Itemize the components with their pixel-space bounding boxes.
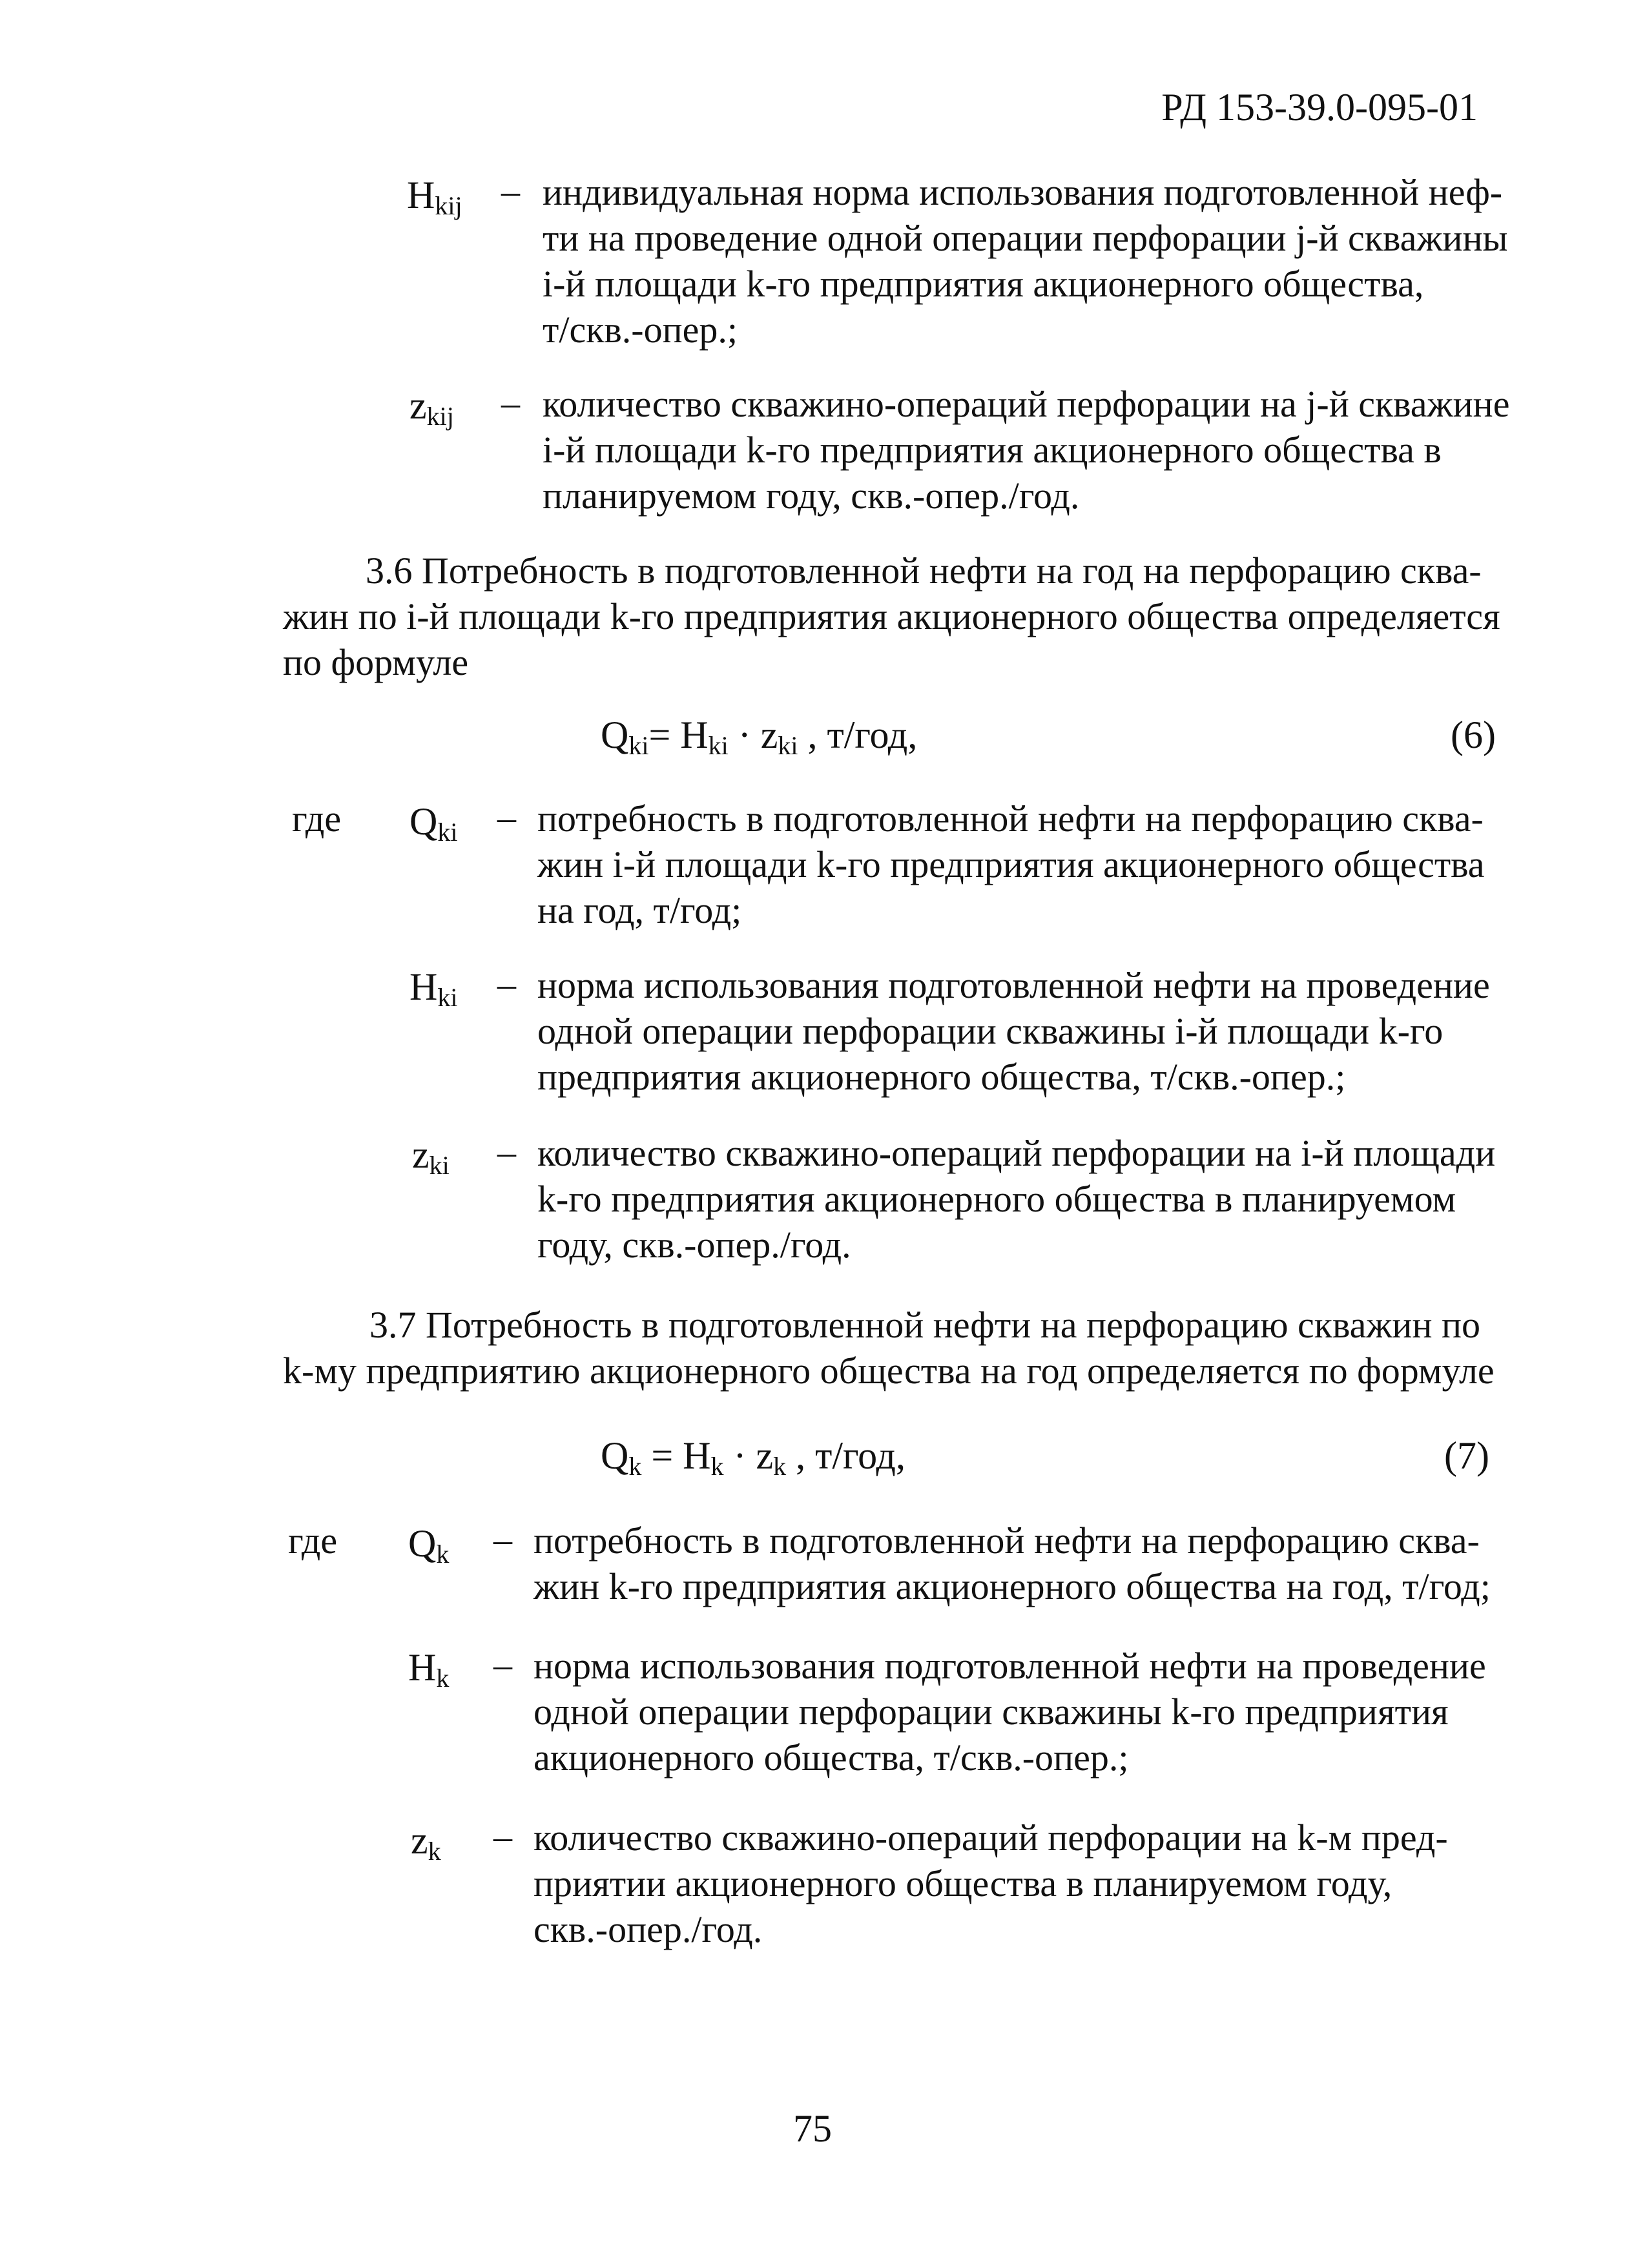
definition-line: k-го предприятия акционерного общества в планируемом (537, 1178, 1456, 1220)
definition-line: одной операции перфорации скважины i-й площади k-го (537, 1010, 1444, 1052)
symbol-z-k: $z_k$ (411, 1819, 441, 1866)
symbol-z-kij: $z_{kij}$ (409, 384, 454, 431)
document-code-header: РД 153-39.0-095-01 (1161, 86, 1478, 129)
section-3-7-paragraph (283, 1302, 1495, 1394)
definition-line: акционерного общества, т/скв.-опер.; (533, 1737, 1129, 1778)
definition-line: приятии акционерного общества в планируемом году, (533, 1862, 1392, 1904)
definition-q-ki-text (537, 796, 1485, 933)
equation-number-6: (6) (1451, 714, 1496, 756)
definition-line: жин i-й площади k-го предприятия акционерного общества (537, 843, 1485, 885)
equation-number-7: (7) (1444, 1434, 1489, 1477)
definition-line: индивидуальная норма использования подготовленной неф- (543, 171, 1503, 213)
definition-line: планируемом году, скв.-опер./год. (543, 475, 1080, 517)
paragraph-line: k-му предприятию акционерного общества на год определяется по формуле (283, 1350, 1495, 1392)
symbol-h-k: $H_k$ (408, 1646, 450, 1693)
definition-z-kij-text (543, 381, 1509, 519)
paragraph-line: жин по i-й площади k-го предприятия акционерного общества определяется (283, 595, 1500, 637)
definition-dash: – (493, 1518, 512, 1560)
definition-h-k-text (533, 1643, 1486, 1780)
definition-z-ki-text (537, 1130, 1495, 1268)
symbol-h-kij: $H_{kij}$ (407, 174, 462, 220)
definition-line: на год, т/год; (537, 889, 742, 931)
symbol-q-k: $Q_k$ (408, 1522, 450, 1569)
definition-h-kij-text (543, 169, 1507, 353)
formula-6: $Q_{ki}= H_{ki} \cdot z_{ki}$ , т/год, (601, 714, 918, 760)
definition-dash: – (501, 382, 520, 424)
definition-dash: – (497, 796, 516, 838)
definition-line: норма использования подготовленной нефти на проведение (533, 1645, 1486, 1687)
definition-line: количество скважино-операций перфорации на j-й скважине (543, 383, 1510, 425)
definition-line: количество скважино-операций перфорации на i-й площади (537, 1132, 1496, 1174)
definition-line: i-й площади k-го предприятия акционерного общества, (543, 263, 1424, 305)
paragraph-line: 3.6 Потребность в подготовленной нефти на год на перфорацию сква- (366, 550, 1482, 592)
definition-line: норма использования подготовленной нефти на проведение (537, 964, 1490, 1006)
symbol-q-ki: $Q_{ki}$ (409, 800, 458, 847)
definition-line: скв.-опер./год. (533, 1908, 763, 1950)
definition-dash: – (497, 1131, 516, 1173)
definition-line: ти на проведение одной операции перфорации j-й скважины (543, 217, 1508, 259)
definition-q-k-text (533, 1518, 1491, 1609)
definition-line: потребность в подготовленной нефти на перфорацию сква- (537, 798, 1484, 840)
definition-dash: – (501, 170, 520, 212)
section-3-6-paragraph (283, 548, 1500, 685)
definition-dash: – (493, 1815, 512, 1857)
page-number: 75 (793, 2107, 832, 2150)
where-label: где (288, 1520, 338, 1562)
definition-line: т/скв.-опер.; (543, 309, 738, 351)
definition-line: i-й площади k-го предприятия акционерного общества в (543, 429, 1442, 471)
paragraph-line: по формуле (283, 641, 469, 683)
paragraph-line: 3.7 Потребность в подготовленной нефти на перфорацию скважин по (369, 1304, 1481, 1346)
definition-dash: – (493, 1644, 512, 1686)
definition-dash: – (497, 963, 516, 1005)
definition-line: одной операции перфорации скважины k-го предприятия (533, 1691, 1449, 1733)
where-label: где (292, 798, 342, 840)
definition-h-ki-text (537, 962, 1490, 1100)
definition-z-k-text (533, 1815, 1448, 1952)
definition-line: количество скважино-операций перфорации на k-м пред- (533, 1817, 1448, 1859)
definition-line: году, скв.-опер./год. (537, 1224, 851, 1266)
symbol-h-ki: $H_{ki}$ (409, 965, 458, 1012)
definition-line: предприятия акционерного общества, т/скв.-опер.; (537, 1056, 1346, 1098)
definition-line: жин k-го предприятия акционерного общества на год, т/год; (533, 1565, 1491, 1607)
formula-7: $Q_k = H_k \cdot z_k$ , т/год, (601, 1434, 906, 1481)
definition-line: потребность в подготовленной нефти на перфорацию сква- (533, 1520, 1480, 1562)
symbol-z-ki: $z_{ki}$ (412, 1133, 450, 1180)
